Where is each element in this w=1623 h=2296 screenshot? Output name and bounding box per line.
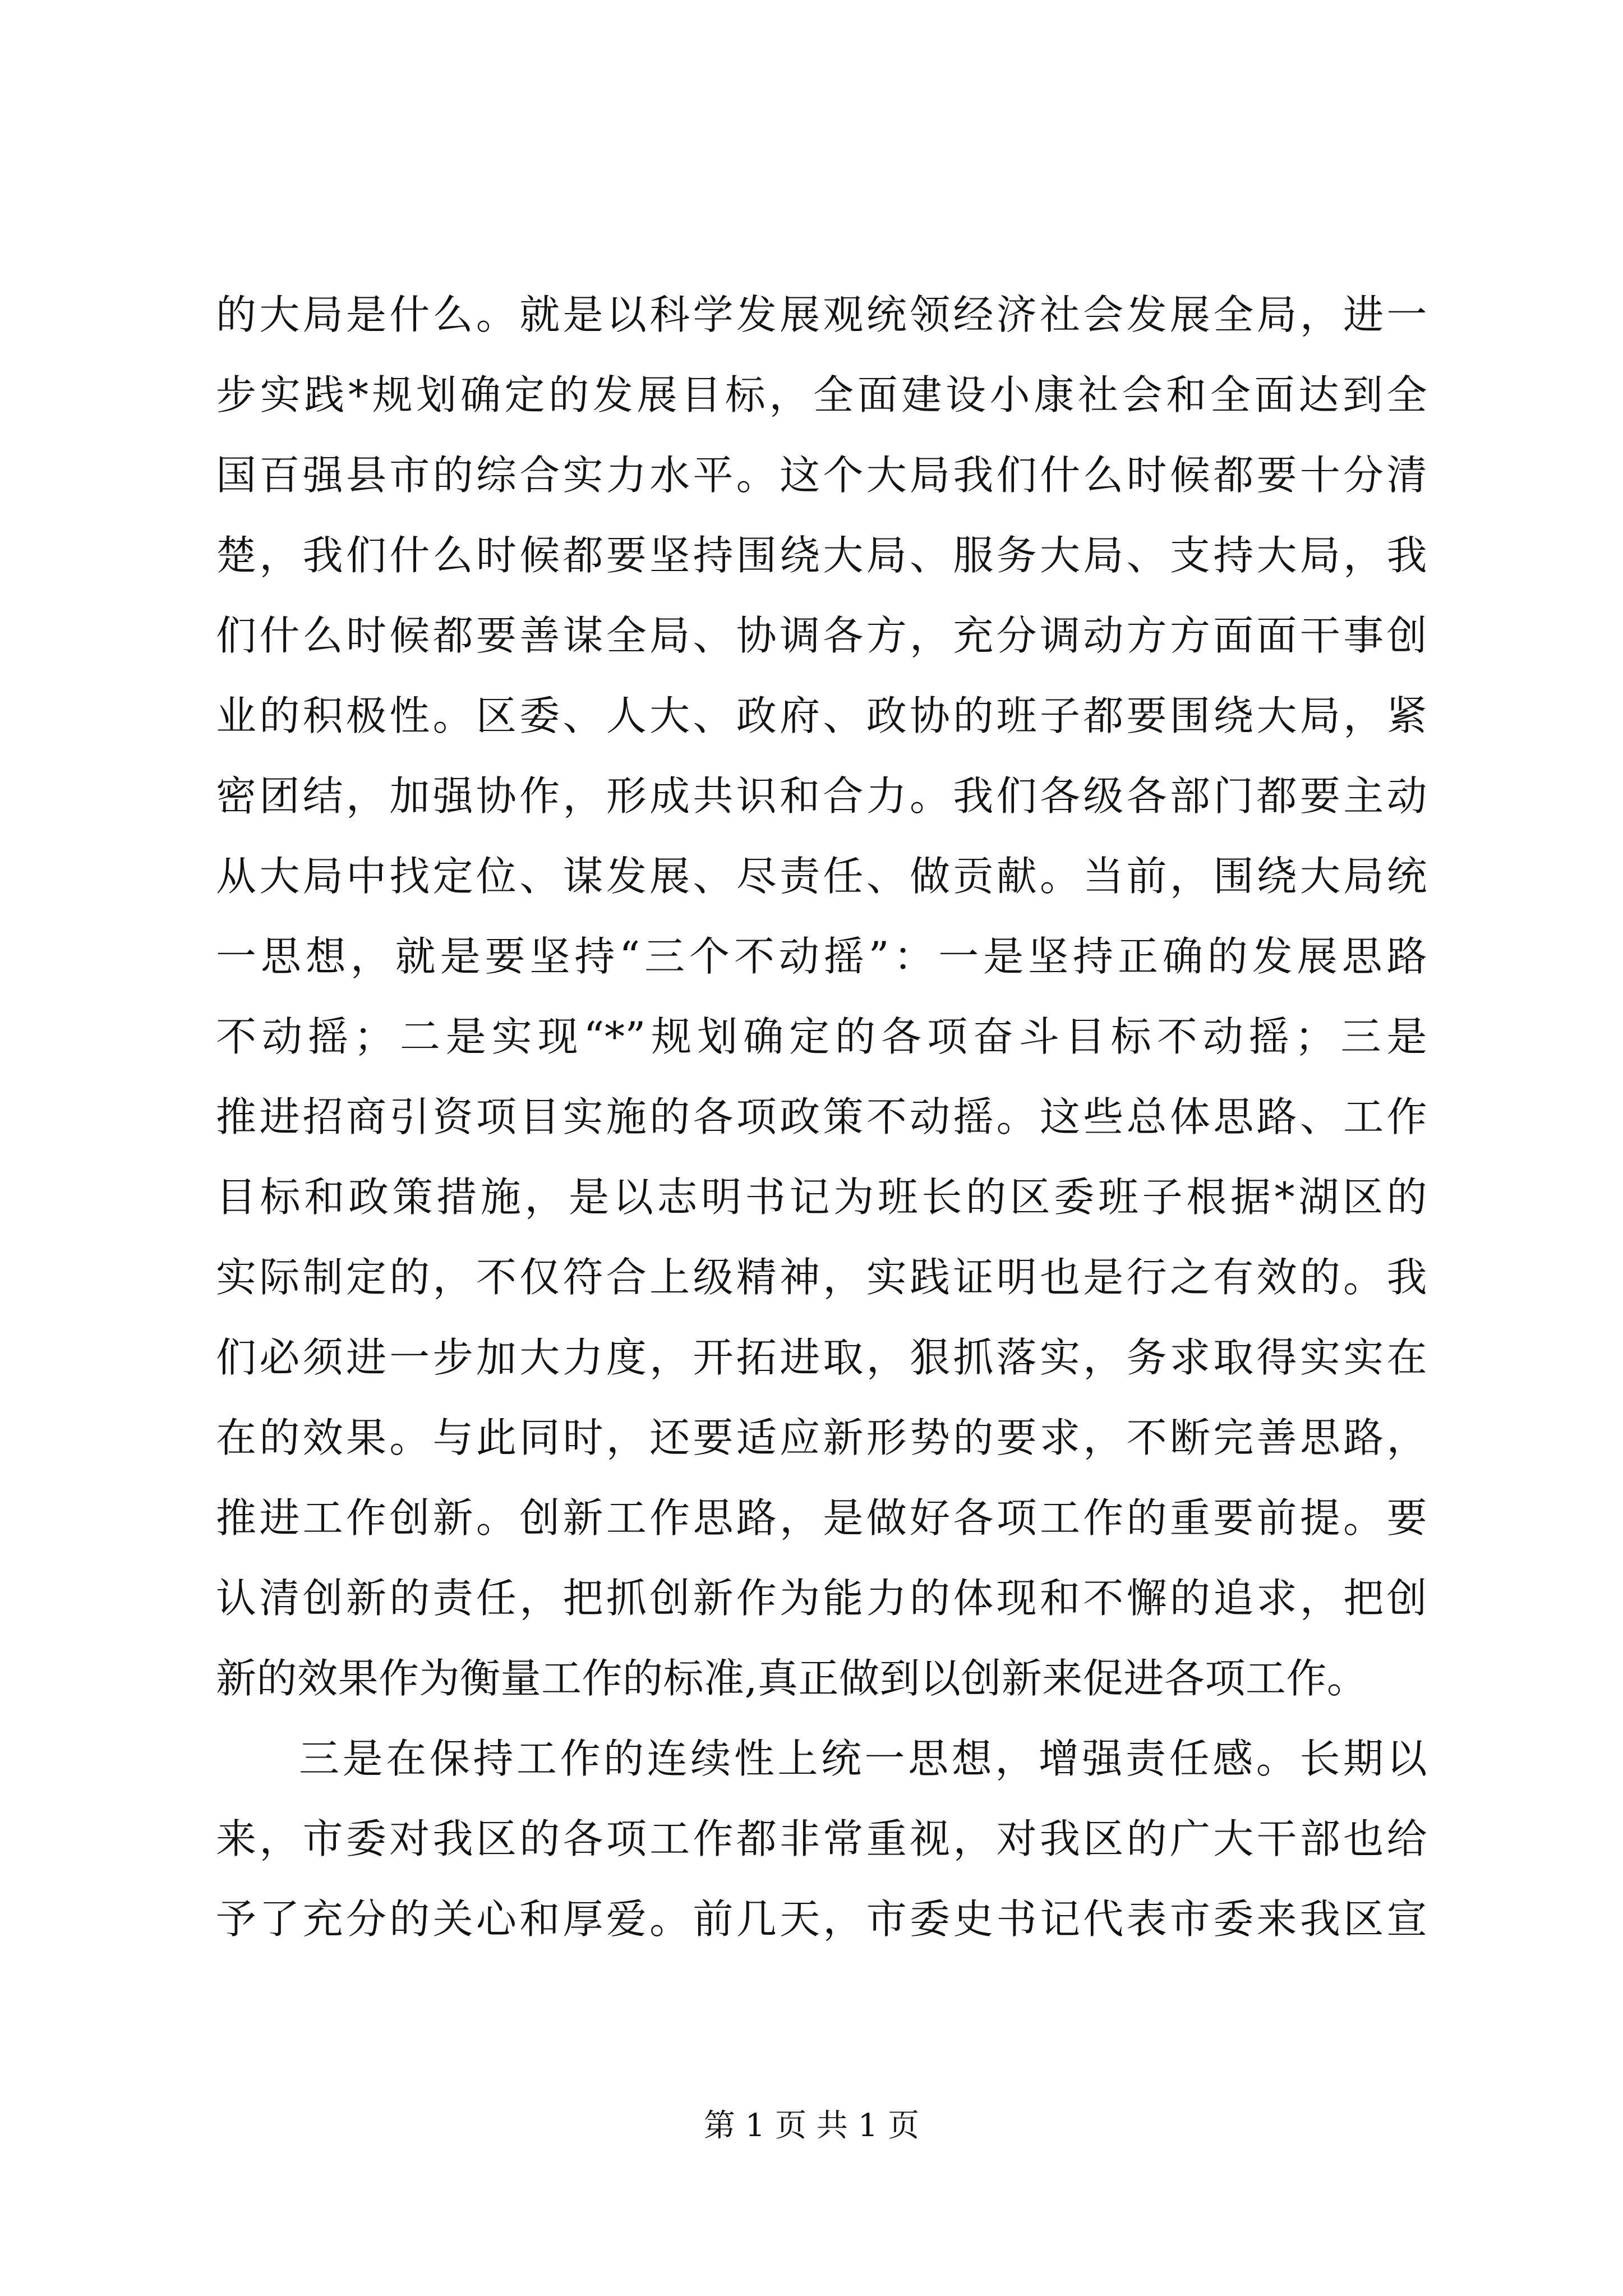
text-line: 来，市委对我区的各项工作都非常重视，对我区的广大干部也给 (216, 1815, 1427, 1862)
page-number-footer: 第 1 页 共 1 页 (703, 2108, 920, 2144)
text-line: 一思想，就是要坚持“三个不动摇”：一是坚持正确的发展思路 (216, 933, 1427, 980)
text-line: 国百强县市的综合实力水平。这个大局我们什么时候都要十分清 (216, 452, 1427, 499)
text-line: 认清创新的责任，把抓创新作为能力的体现和不懈的追求，把创 (216, 1575, 1427, 1622)
text-line: 业的积极性。区委、人大、政府、政协的班子都要围绕大局，紧 (216, 692, 1427, 739)
text-line: 们什么时候都要善谋全局、协调各方，充分调动方方面面干事创 (216, 612, 1427, 659)
text-line: 的大局是什么。就是以科学发展观统领经济社会发展全局，进一 (216, 291, 1427, 338)
text-line: 予了充分的关心和厚爱。前几天，市委史书记代表市委来我区宣 (216, 1895, 1427, 1943)
text-line: 实际制定的，不仅符合上级精神，实践证明也是行之有效的。我 (216, 1254, 1427, 1301)
paragraph-last-line: 新的效果作为衡量工作的标准,真正做到以创新来促进各项工作。 (216, 1655, 1368, 1702)
text-line: 楚，我们什么时候都要坚持围绕大局、服务大局、支持大局，我 (216, 532, 1427, 579)
text-line: 步实践*规划确定的发展目标，全面建设小康社会和全面达到全 (216, 371, 1427, 418)
text-line: 不动摇；二是实现“*”规划确定的各项奋斗目标不动摇；三是 (216, 1013, 1427, 1060)
document-body (216, 275, 1427, 1959)
text-line: 密团结，加强协作，形成共识和合力。我们各级各部门都要主动 (216, 772, 1427, 820)
text-line: 在的效果。与此同时，还要适应新形势的要求，不断完善思路， (216, 1414, 1427, 1461)
text-line: 推进招商引资项目实施的各项政策不动摇。这些总体思路、工作 (216, 1093, 1427, 1140)
text-line: 从大局中找定位、谋发展、尽责任、做贡献。当前，围绕大局统 (216, 853, 1427, 900)
text-line: 推进工作创新。创新工作思路，是做好各项工作的重要前提。要 (216, 1494, 1427, 1542)
text-line: 目标和政策措施，是以志明书记为班长的区委班子根据*湖区的 (216, 1174, 1427, 1221)
paragraph-first-line: 三是在保持工作的连续性上统一思想，增强责任感。长期以 (299, 1735, 1427, 1782)
text-line: 们必须进一步加大力度，开拓进取，狠抓落实，务求取得实实在 (216, 1334, 1427, 1381)
